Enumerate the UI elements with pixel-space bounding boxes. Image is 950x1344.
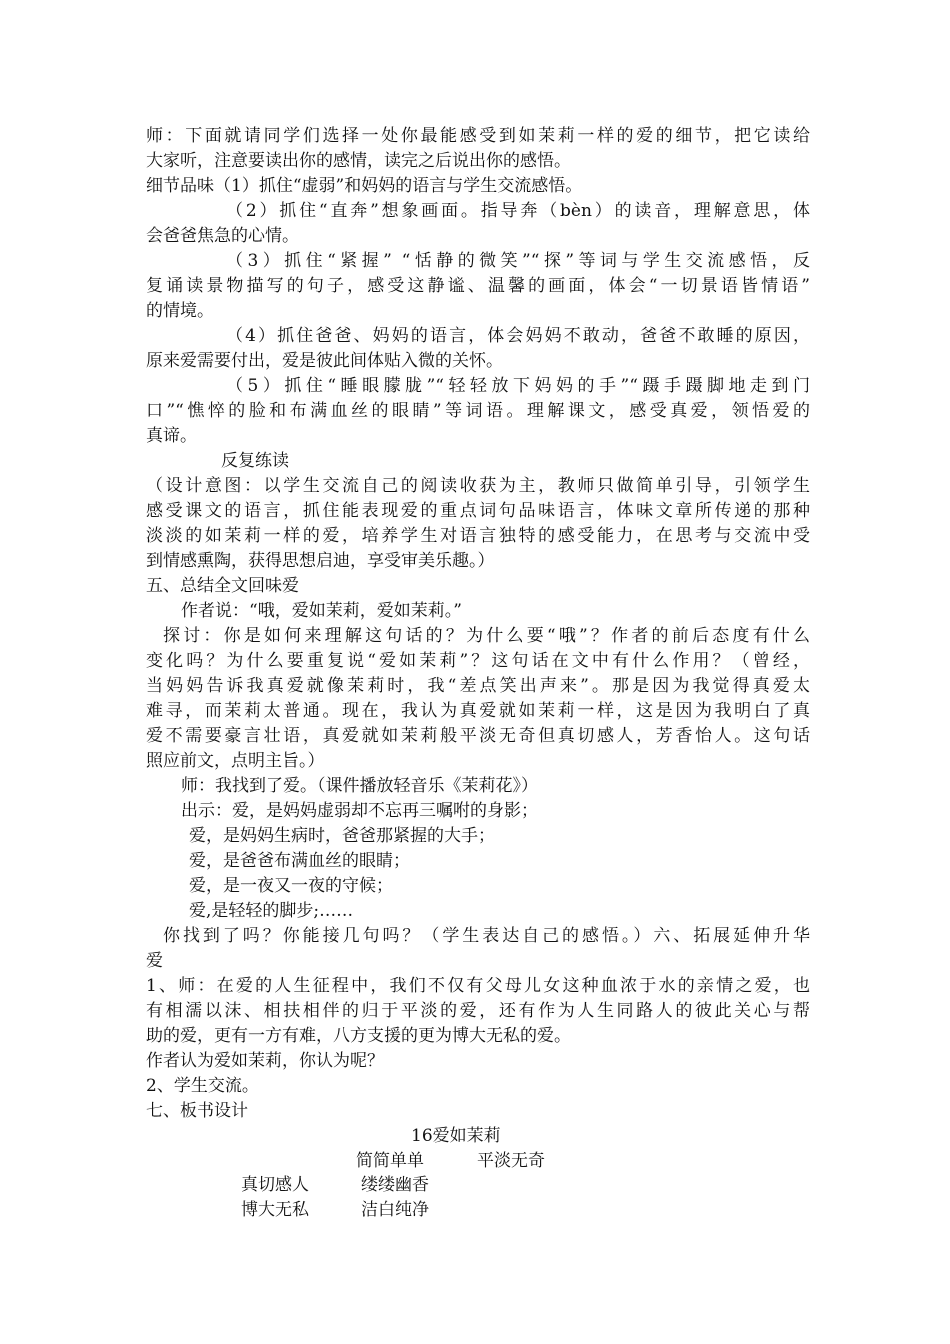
paragraph-line: 爱，是一夜又一夜的守候； bbox=[189, 876, 393, 896]
paragraph-line: 有相濡以沫、相扶相伴的归于平淡的爱，还有作为人生同路人的彼此关心与帮 bbox=[146, 1001, 810, 1021]
paragraph-line: 难寻，而茉莉太普通。现在，我认为真爱就如茉莉一样，这是因为我明白了真 bbox=[146, 701, 810, 721]
paragraph-line: 助的爱，更有一方有难，八方支援的更为博大无私的爱。 bbox=[146, 1026, 571, 1046]
board-title: 16爱如茉莉 bbox=[411, 1126, 501, 1146]
paragraph-line: 爱，是爸爸布满血丝的眼睛； bbox=[189, 851, 410, 871]
section-heading: 五、总结全文回味爱 bbox=[146, 576, 299, 596]
paragraph-line: 照应前文，点明主旨。） bbox=[146, 751, 325, 771]
paragraph-line: 反复练读 bbox=[221, 451, 289, 471]
paragraph-line: （3）抓住“紧握” “恬静的微笑”“探”等词与学生交流感悟，反 bbox=[226, 251, 810, 271]
paragraph-line: 作者认为爱如茉莉，你认为呢？ bbox=[146, 1051, 384, 1071]
paragraph-line: 口”“憔悴的脸和布满血丝的眼睛”等词语。理解课文，感受真爱，领悟爱的 bbox=[146, 401, 810, 421]
board-keyword: 简简单单 bbox=[356, 1151, 424, 1171]
board-keyword: 缕缕幽香 bbox=[361, 1175, 429, 1195]
paragraph-line: 探讨：你是如何来理解这句话的？为什么要“哦”？作者的前后态度有什么 bbox=[163, 626, 810, 646]
paragraph-line: 师：我找到了爱。（课件播放轻音乐《茉莉花》） bbox=[181, 776, 538, 796]
paragraph-line: 1、师：在爱的人生征程中，我们不仅有父母儿女这种血浓于水的亲情之爱，也 bbox=[146, 976, 810, 996]
paragraph-line: 爱不需要豪言壮语，真爱就如茉莉般平淡无奇但真切感人，芳香怡人。这句话 bbox=[146, 726, 810, 746]
paragraph-line: 的情境。 bbox=[146, 301, 214, 321]
board-keyword: 博大无私 bbox=[241, 1200, 309, 1220]
paragraph-line: 作者说：“哦，爱如茉莉，爱如茉莉。” bbox=[181, 601, 462, 621]
paragraph-line: 会爸爸焦急的心情。 bbox=[146, 226, 299, 246]
board-keyword: 洁白纯净 bbox=[361, 1200, 429, 1220]
paragraph-line: 原来爱需要付出，爱是彼此间体贴入微的关怀。 bbox=[146, 351, 503, 371]
paragraph-line: 到情感熏陶，获得思想启迪，享受审美乐趣。） bbox=[146, 551, 495, 571]
paragraph-line: （设计意图：以学生交流自己的阅读收获为主，教师只做简单引导，引领学生 bbox=[146, 476, 810, 496]
board-keyword: 真切感人 bbox=[241, 1175, 309, 1195]
paragraph-line: 大家听，注意要读出你的感情，读完之后说出你的感悟。 bbox=[146, 151, 571, 171]
paragraph-line: （5）抓住“睡眼朦胧”“轻轻放下妈妈的手”“蹑手蹑脚地走到门 bbox=[226, 376, 810, 396]
paragraph-line: 当妈妈告诉我真爱就像茉莉时，我“差点笑出声来”。那是因为我觉得真爱太 bbox=[146, 676, 810, 696]
paragraph-line: 变化吗？为什么要重复说“爱如茉莉”？这句话在文中有什么作用？（曾经， bbox=[146, 651, 810, 671]
paragraph-line: 师：下面就请同学们选择一处你最能感受到如茉莉一样的爱的细节，把它读给 bbox=[146, 126, 810, 146]
paragraph-line: 爱，是妈妈生病时，爸爸那紧握的大手； bbox=[189, 826, 495, 846]
paragraph-line: 真谛。 bbox=[146, 426, 197, 446]
paragraph-line: 感受课文的语言，抓住能表现爱的重点词句品味语言，体味文章所传递的那种 bbox=[146, 501, 810, 521]
paragraph-line: 你找到了吗？你能接几句吗？（学生表达自己的感悟。）六、拓展延伸升华 bbox=[163, 926, 810, 946]
paragraph-line: （4）抓住爸爸、妈妈的语言，体会妈妈不敢动，爸爸不敢睡的原因， bbox=[226, 326, 810, 346]
paragraph-line: 2、学生交流。 bbox=[146, 1076, 259, 1096]
paragraph-line: 复诵读景物描写的句子，感受这静谧、温馨的画面，体会“一切景语皆情语” bbox=[146, 276, 810, 296]
paragraph-line: 淡淡的如茉莉一样的爱，培养学生对语言独特的感受能力，在思考与交流中受 bbox=[146, 526, 810, 546]
paragraph-line: （2）抓住“直奔”想象画面。指导奔（bèn）的读音，理解意思，体 bbox=[226, 201, 810, 221]
board-keyword: 平淡无奇 bbox=[477, 1151, 545, 1171]
paragraph-line: 爱,是轻轻的脚步;…… bbox=[189, 901, 354, 921]
paragraph-line: 出示：爱，是妈妈虚弱却不忘再三嘱咐的身影； bbox=[181, 801, 538, 821]
paragraph-line: 细节品味（1）抓住“虚弱”和妈妈的语言与学生交流感悟。 bbox=[146, 176, 583, 196]
section-heading: 七、板书设计 bbox=[146, 1101, 248, 1121]
paragraph-line: 爱 bbox=[146, 951, 163, 971]
